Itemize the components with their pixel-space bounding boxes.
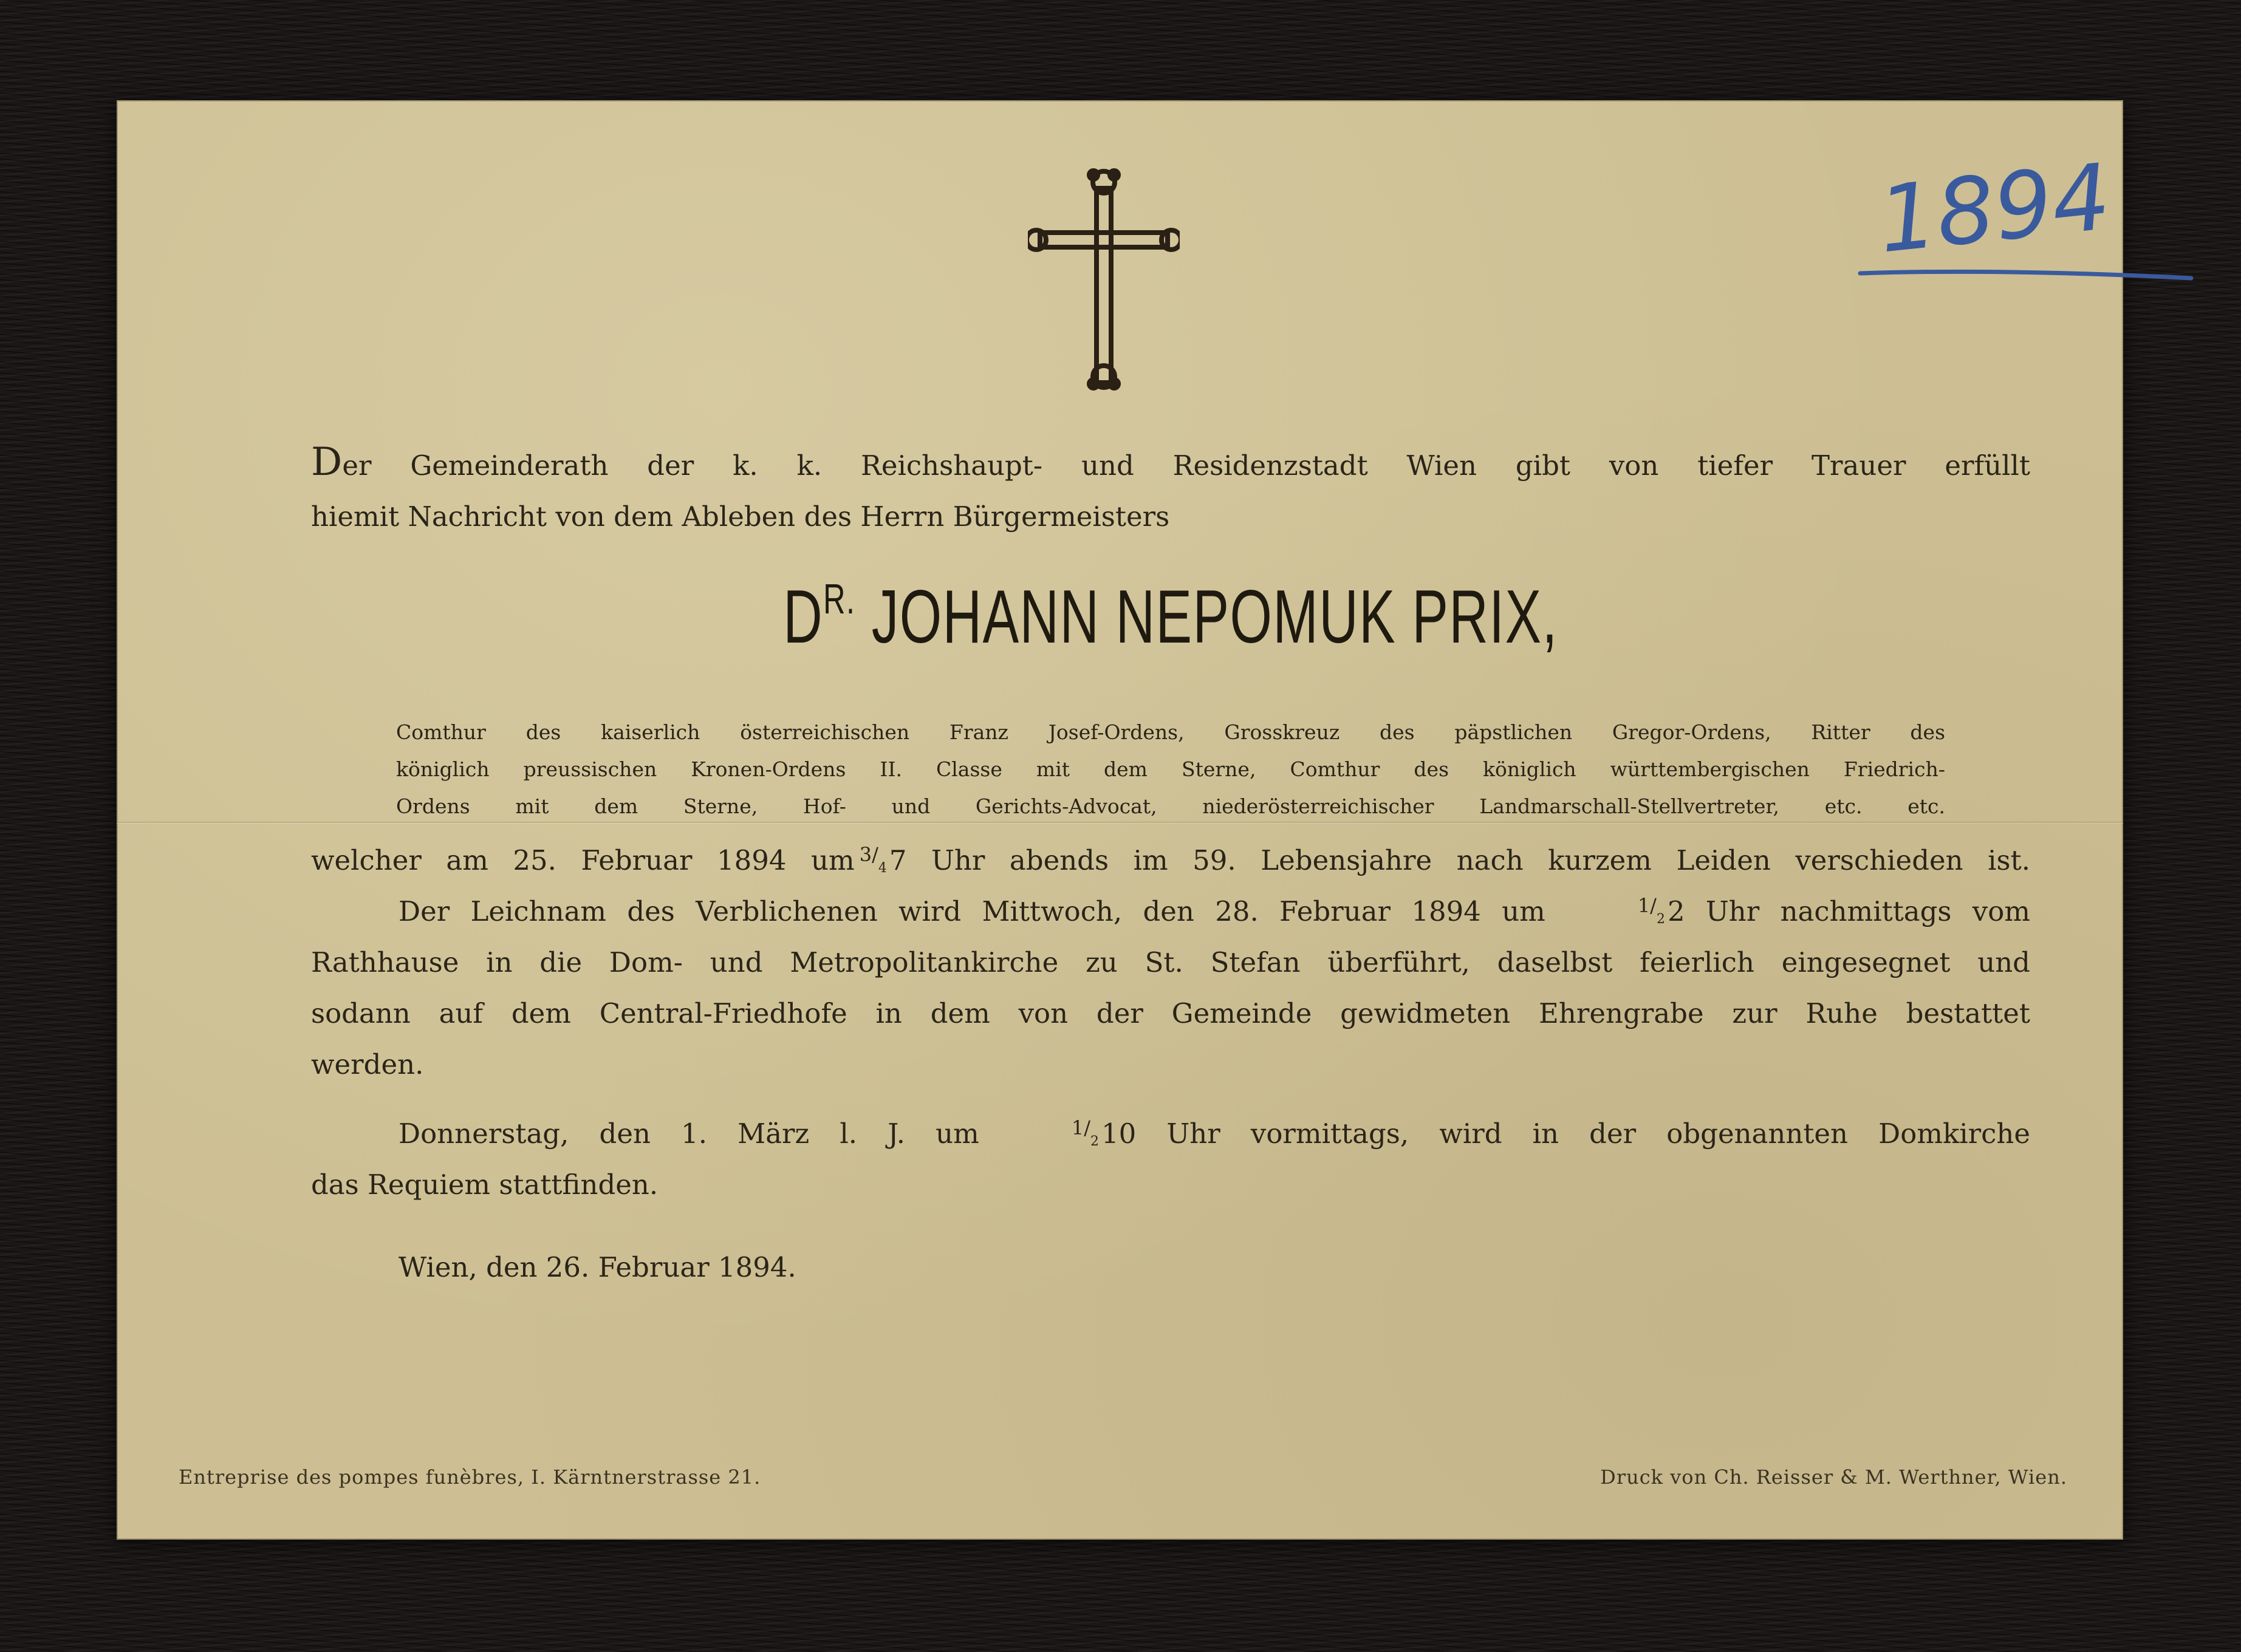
funeral-line-4: werden. [311,1048,424,1080]
death-line: welcher am 25. Februar 1894 um $3/_47$ Uhr abends im 59. Lebensjahre nach kurzem Leiden verschieden ist. [311,835,2030,903]
funeral-line-1: Der Leichnam des Verblichenen wird Mittwoch, den 28. Februar 1894 um $1/_22$ Uhr nachmittags vom [311,886,2030,954]
fraction: $1/_2$ [1637,894,1665,927]
cross-icon [1028,164,1180,395]
handwritten-year [1854,128,2194,285]
place-date: Wien, den 26. Februar 1894. [399,1251,796,1283]
footer-right: Druck von Ch. Reisser & M. Werthner, Wien. [1600,1466,2067,1489]
handwritten-year-text: 1894 [1873,144,2115,274]
title-line: Ordens mit dem Sterne, Hof- und Gerichts-Advocat, niederösterreichischer Landmarschall-Stellvertreter, etc. etc. [396,794,1945,818]
funeral-line-2: Rathhause in die Dom- und Metropolitankirche zu St. Stefan überführt, daselbst feierlich eingesegnet und [311,946,2030,978]
honorary-titles [396,714,1945,825]
name-full: JOHANN NEPOMUK PRIX, [871,575,1558,659]
intro-initial: D [311,440,343,485]
intro-line-2: hiemit Nachricht von dem Ableben des Herrn Bürgermeisters [311,500,1170,533]
year-underline [1860,271,2191,278]
intro-line-1: er Gemeinderath der k. k. Reichshaupt- und Residenzstadt Wien gibt von tiefer Trauer erfüllt [342,449,2030,482]
intro-paragraph [311,440,2030,491]
title-line: königlich preussischen Kronen-Ordens II. Classe mit dem Sterne, Comthur des königlich württembergischen Friedrich- [396,757,1945,781]
fraction: $1/_2$ [1071,1116,1099,1149]
death-notice-card [117,100,2123,1540]
paper-fold [117,822,2123,824]
requiem-line-2: das Requiem stattfinden. [311,1169,659,1201]
footer-left: Entreprise des pompes funèbres, I. Kärntnerstrasse 21. [179,1466,761,1489]
name-prefix-sup: R. [823,575,856,623]
name-prefix: D [783,575,824,659]
title-line: Comthur des kaiserlich österreichischen Franz Josef-Ordens, Grosskreuz des päpstlichen Gregor-Ordens, Ritter des [396,720,1945,744]
fraction: $3/_4$ [859,843,887,876]
requiem-line-1: Donnerstag, den 1. März l. J. um $1/_210$ Uhr vormittags, wird in der obgenannten Domkirche [311,1108,2030,1176]
funeral-line-3: sodann auf dem Central-Friedhofe in dem von der Gemeinde gewidmeten Ehrengrabe zur Ruhe bestattet [311,997,2030,1029]
deceased-name [552,574,1790,660]
